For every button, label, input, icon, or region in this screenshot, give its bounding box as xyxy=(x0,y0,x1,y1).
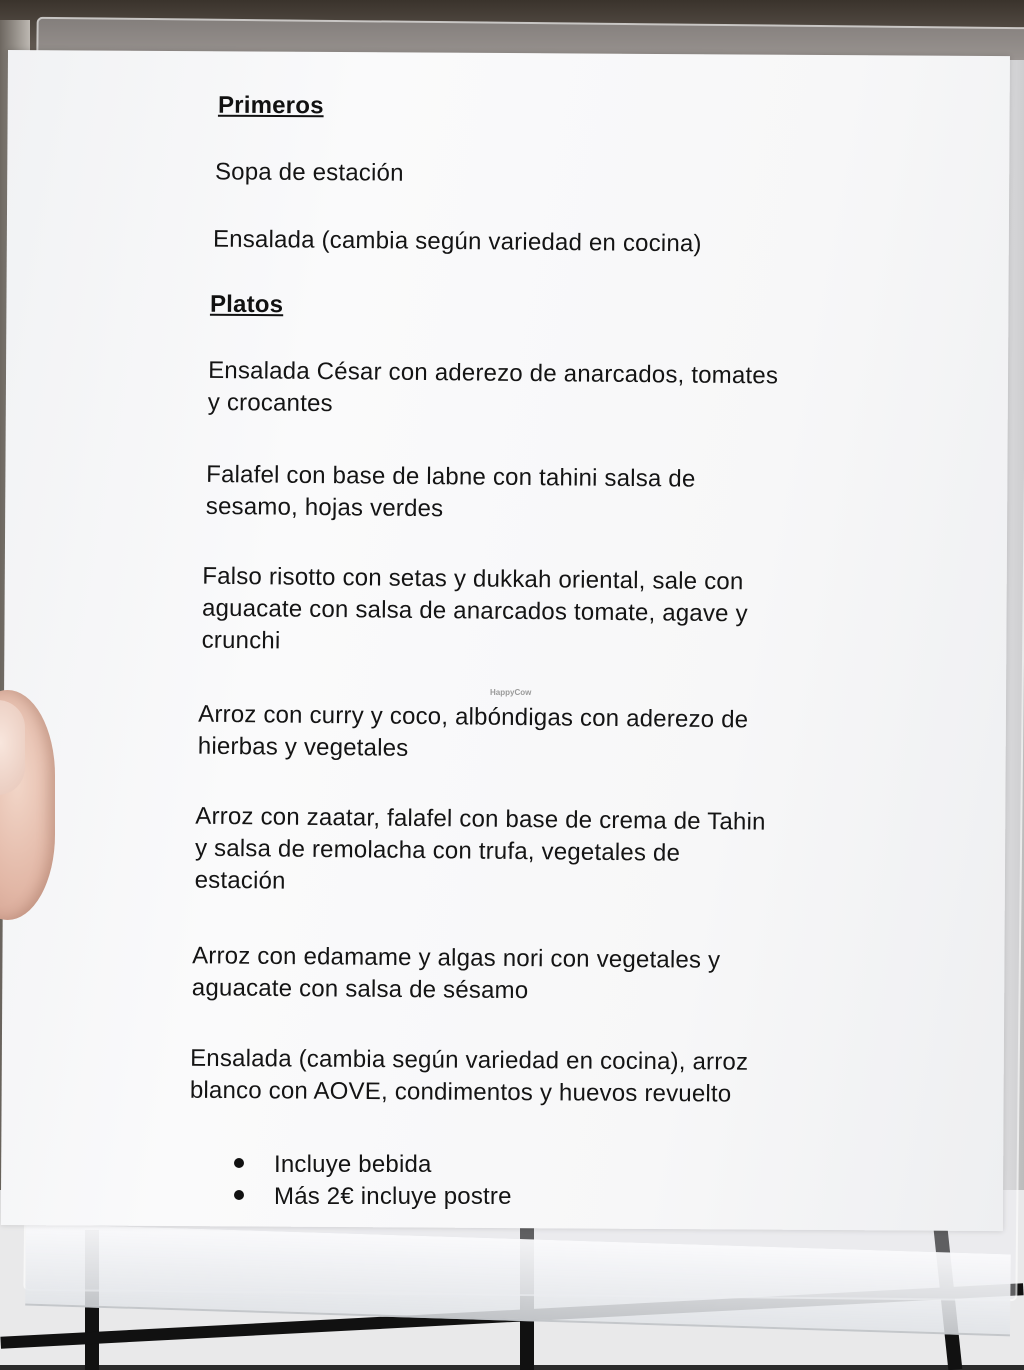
plato-line: Arroz con edamame y algas nori con vegetales y xyxy=(192,942,721,974)
plato-item xyxy=(192,940,833,1010)
happycow-watermark: HappyCow xyxy=(490,688,532,697)
note-text: Más 2€ incluye postre xyxy=(274,1183,512,1210)
plato-item xyxy=(208,355,849,425)
thumbnail xyxy=(0,700,25,795)
plato-line: sesamo, hojas verdes xyxy=(205,492,444,523)
bullet-icon xyxy=(234,1158,244,1168)
plato-line: Falso risotto con setas y dukkah oriental, sale con xyxy=(202,562,744,596)
plato-line: y crocantes xyxy=(207,388,333,418)
plato-item xyxy=(190,1043,830,1111)
plato-line: blanco con AOVE, condimentos y huevos revuelto xyxy=(189,1076,732,1108)
plato-line: aguacate con salsa de anarcados tomate, agave y xyxy=(201,594,748,628)
primeros-heading: Primeros xyxy=(217,91,324,120)
plato-line: Ensalada (cambia según variedad en cocina), arroz xyxy=(190,1044,749,1076)
plato-line: crunchi xyxy=(201,626,281,655)
plato-item xyxy=(198,699,839,770)
primeros-item: Ensalada (cambia según variedad en cocina) xyxy=(212,225,702,258)
note-text: Incluye bebida xyxy=(274,1151,432,1178)
plato-line: Ensalada César con aderezo de anarcados, tomates xyxy=(208,356,779,390)
plato-item xyxy=(202,561,843,664)
plato-line: Falafel con base de labne con tahini salsa de xyxy=(206,460,696,493)
plato-line: y salsa de remolacha con trufa, vegetales de xyxy=(194,834,681,867)
bullet-icon xyxy=(234,1190,244,1200)
plato-item xyxy=(195,801,836,904)
plato-item xyxy=(206,459,847,529)
note-item xyxy=(234,1149,432,1181)
plato-line: Arroz con zaatar, falafel con base de crema de Tahin xyxy=(195,802,766,836)
primeros-item: Sopa de estación xyxy=(214,158,404,187)
note-item xyxy=(234,1181,512,1213)
plato-line: Arroz con curry y coco, albóndigas con aderezo de xyxy=(198,700,749,734)
plato-line: hierbas y vegetales xyxy=(197,732,409,762)
platos-heading: Platos xyxy=(209,290,284,319)
plato-line: estación xyxy=(194,866,286,895)
plato-line: aguacate con salsa de sésamo xyxy=(191,974,529,1005)
